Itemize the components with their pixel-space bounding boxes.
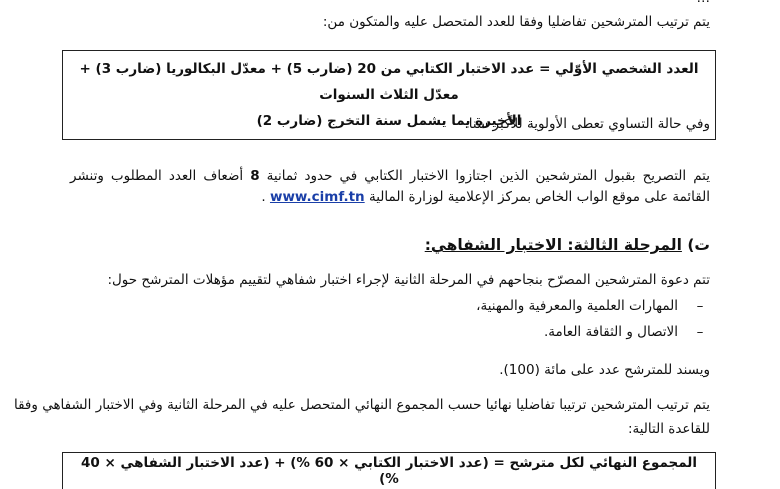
score-note: ويسند للمترشح عدد على مائة (100). xyxy=(499,362,710,378)
stage3-heading xyxy=(425,236,710,254)
admission-number: 8 xyxy=(250,168,260,184)
formula-box-final-score xyxy=(62,452,716,489)
oral-intro: تتم دعوة المترشحين المصرّح بنجاحهم في المرحلة الثانية لإجراء اختبار شفاهي لتقييم مؤهلات المترشح حول: xyxy=(107,272,710,288)
ranking-intro: يتم ترتيب المترشحين تفاضليا وفقا للعدد المتحصل عليه والمتكون من: xyxy=(322,14,710,30)
bullet-dash: – xyxy=(696,298,704,314)
top-cut-line xyxy=(697,0,711,6)
formula1-line1: العدد الشخصي الأوّلي = عدد الاختبار الكتابي من 20 (ضارب 5) + معدّل البكالوريا (ضارب 3) + معدّل الثلاث السنوات xyxy=(79,61,699,103)
stage3-title: المرحلة الثالثة: الاختبار الشفاهي: xyxy=(424,236,682,254)
tie-rule: وفي حالة التساوي تعطى الأولوية للأكبر سنا. xyxy=(464,116,710,132)
final-ranking-line1: يتم ترتيب المترشحين ترتيبا تفاضليا نهائيا حسب المجموع النهائي المتحصل عليه في المرحلة الثانية وفي الاختبار الشفاهي وفقا xyxy=(13,397,710,413)
formula2-text: المجموع النهائي لكل مترشح = (عدد الاختبار الكتابي × 60 %) + (عدد الاختبار الشفاهي × 40 %) xyxy=(81,455,697,487)
bullet-dash: – xyxy=(696,324,704,340)
stage3-prefix: ت) xyxy=(687,236,710,254)
admission-text-2: أضعاف العدد المطلوب وتنشر القائمة على موقع الواب الخاص بمركز الإعلامية لوزارة المالية xyxy=(70,168,710,205)
bullet-item-skills xyxy=(476,298,710,314)
bullet-item-communication xyxy=(544,324,710,340)
bullet-text: الاتصال و الثقافة العامة. xyxy=(543,324,678,340)
admission-paragraph xyxy=(70,166,710,208)
final-ranking-line2: للقاعدة التالية: xyxy=(627,421,710,437)
cimf-website-link[interactable]: www.cimf.tn xyxy=(269,189,365,205)
admission-text-1: يتم التصريح بقبول المترشحين الذين اجتازوا الاختبار الكتابي في حدود ثمانية xyxy=(259,168,711,184)
formula1-line2: الأخيرة بما يشمل سنة التخرج (ضارب 2) xyxy=(256,113,522,129)
admission-end: . xyxy=(261,189,270,205)
bullet-text: المهارات العلمية والمعرفية والمهنية، xyxy=(476,298,678,314)
